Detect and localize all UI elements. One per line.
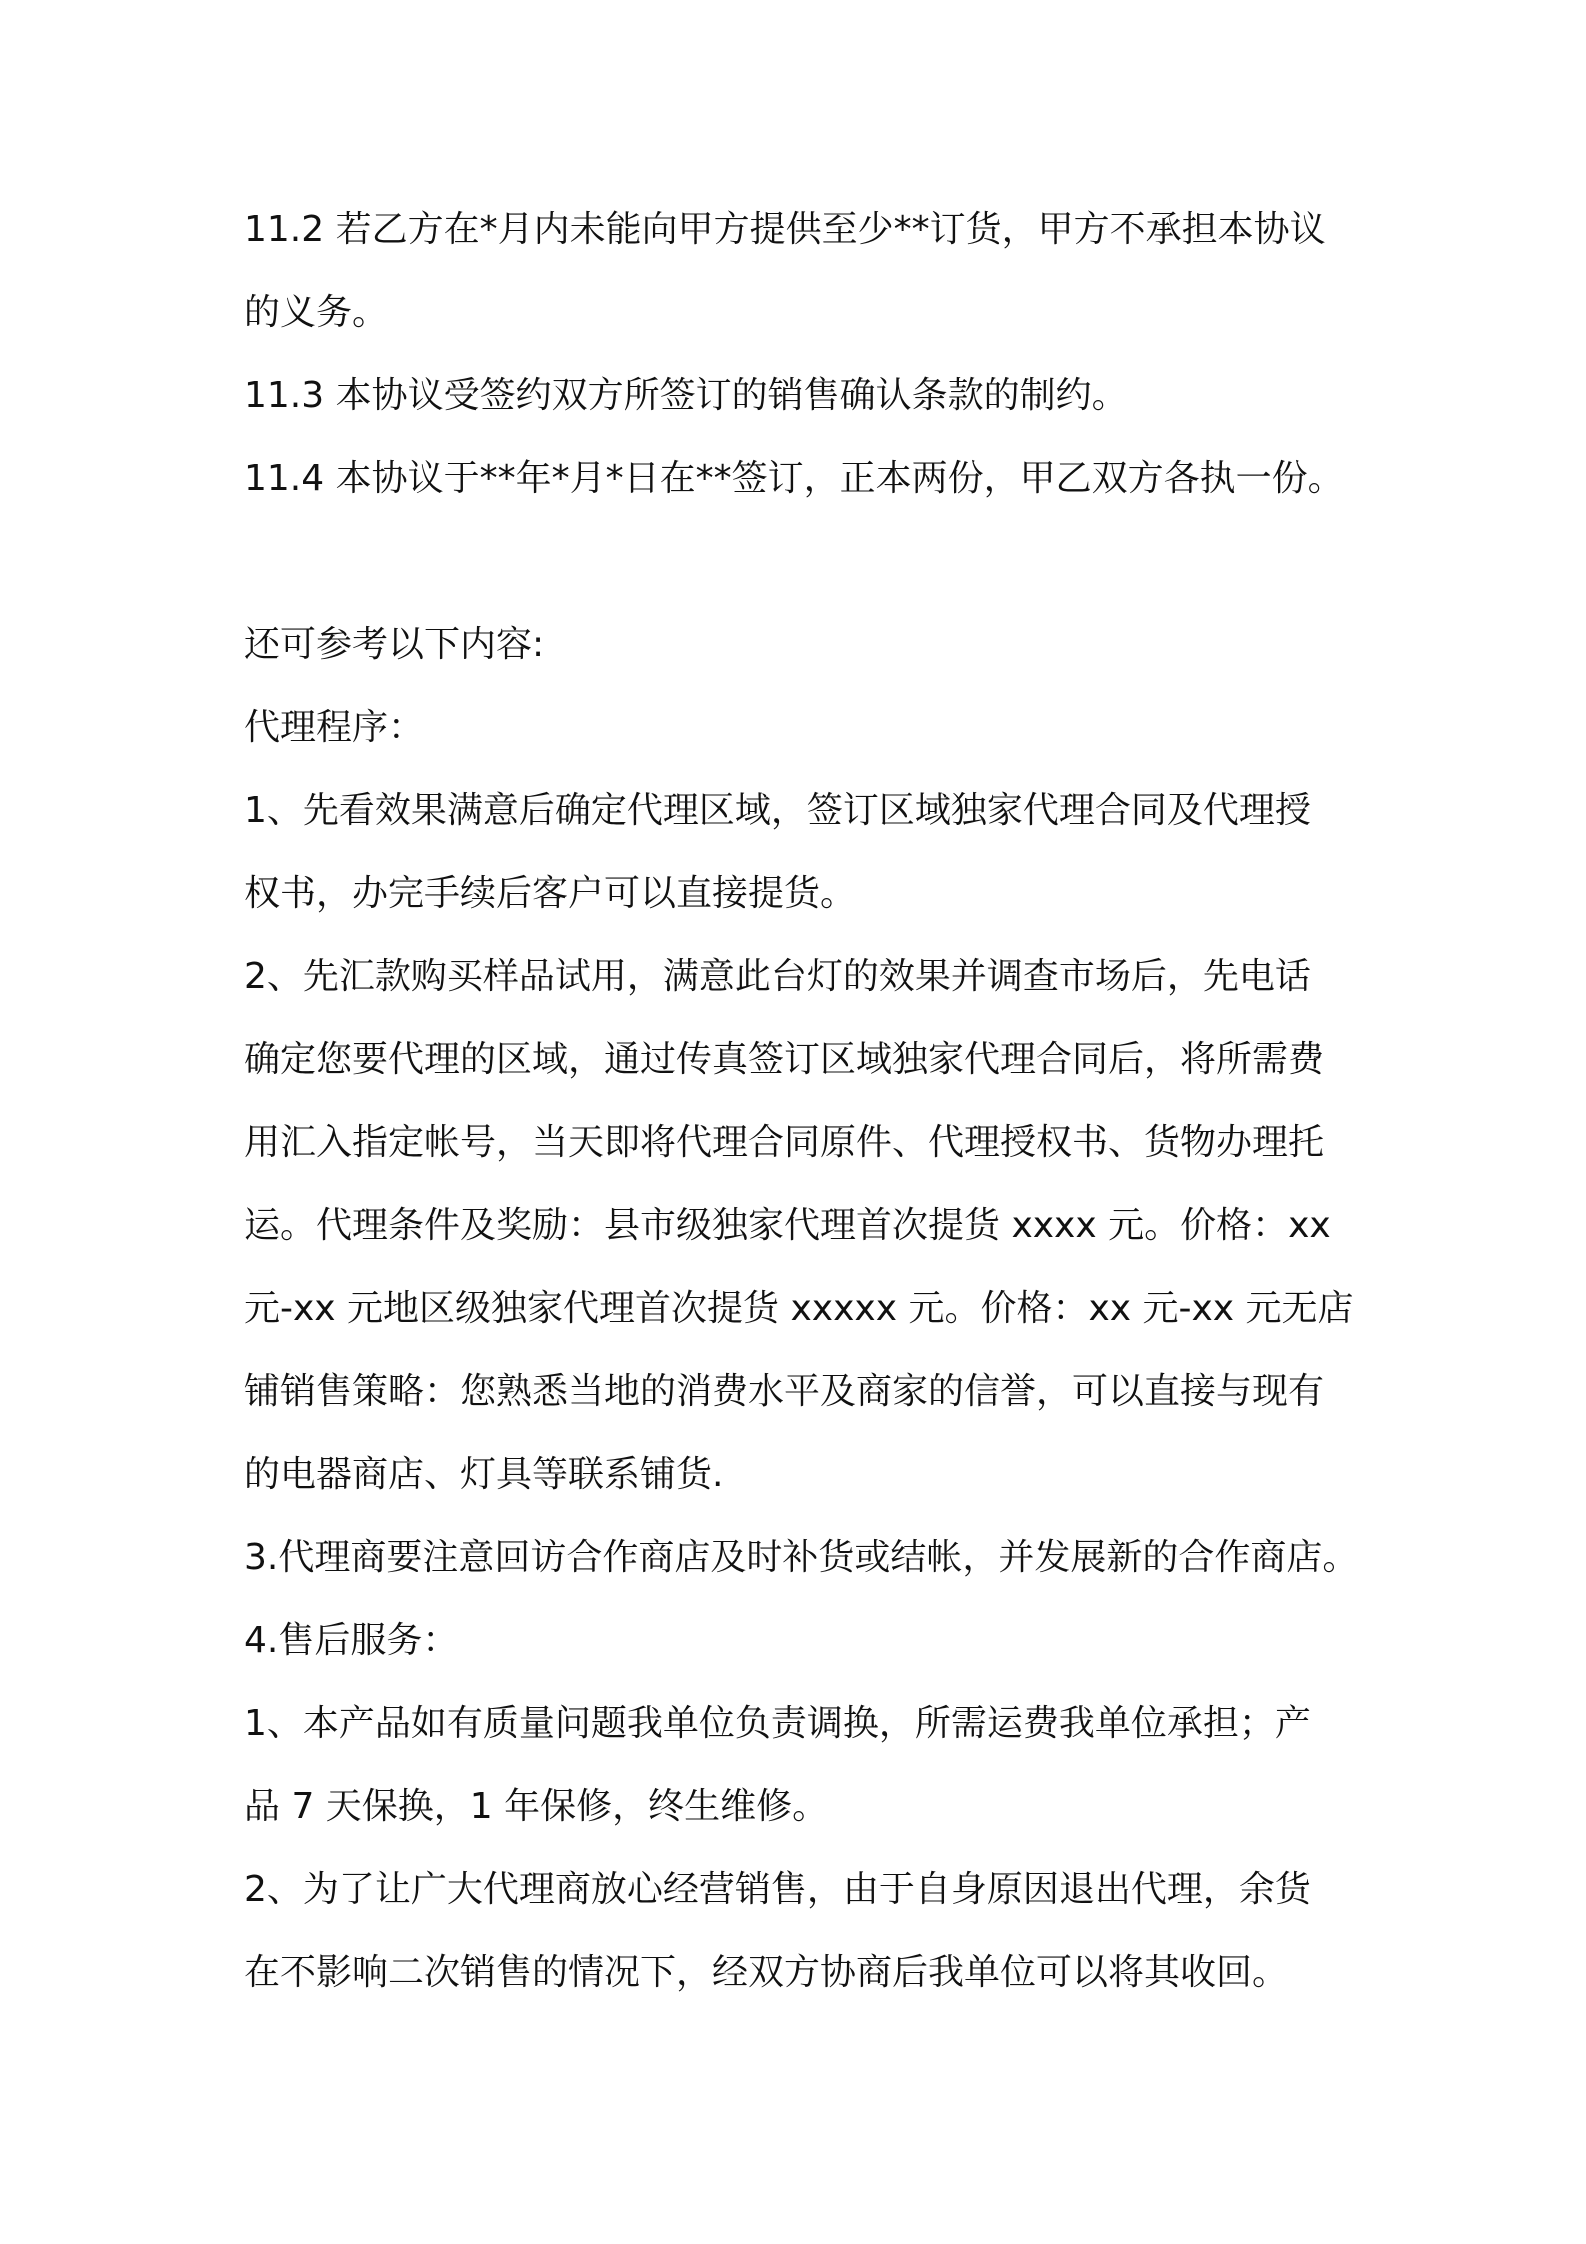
procedure-1-line-2: 权书，办完手续后客户可以直接提货。 [244,873,857,914]
procedure-2-line-6: 铺销售策略：您熟悉当地的消费水平及商家的信誉，可以直接与现有 [244,1371,1325,1412]
procedure-2-line-7: 的电器商店、灯具等联系铺货. [244,1454,724,1495]
procedure-2-line-3: 用汇入指定帐号，当天即将代理合同原件、代理授权书、货物办理托 [244,1122,1325,1163]
procedure-2-line-1: 2、先汇款购买样品试用，满意此台灯的效果并调查市场后，先电话 [244,956,1311,997]
clause-11-4: 11.4 本协议于**年*月*日在**签订，正本两份，甲乙双方各执一份。 [244,458,1344,499]
after-sales-2-line-1: 2、为了让广大代理商放心经营销售，由于自身原因退出代理，余货 [244,1869,1311,1910]
after-sales-1-line-2: 品 7 天保换，1 年保修，终生维修。 [244,1786,829,1827]
clause-11-3: 11.3 本协议受签约双方所签订的销售确认条款的制约。 [244,375,1128,416]
agency-procedure-heading: 代理程序： [244,707,425,748]
procedure-3: 3.代理商要注意回访合作商店及时补货或结帐，并发展新的合作商店。 [244,1537,1359,1578]
after-sales-1-line-1: 1、本产品如有质量问题我单位负责调换，所需运费我单位承担；产 [244,1703,1311,1744]
procedure-2-line-5: 元-xx 元地区级独家代理首次提货 xxxxx 元。价格：xx 元-xx 元无店 [244,1288,1354,1329]
after-sales-heading: 4.售后服务： [244,1620,459,1661]
procedure-1-line-1: 1、先看效果满意后确定代理区域，签订区域独家代理合同及代理授 [244,790,1311,831]
procedure-2-line-4: 运。代理条件及奖励：县市级独家代理首次提货 xxxx 元。价格：xx [244,1205,1331,1246]
reference-heading: 还可参考以下内容: [244,624,545,665]
procedure-2-line-2: 确定您要代理的区域，通过传真签订区域独家代理合同后，将所需费 [244,1039,1325,1080]
after-sales-2-line-2: 在不影响二次销售的情况下，经双方协商后我单位可以将其收回。 [244,1952,1289,1993]
clause-11-2-line-1: 11.2 若乙方在*月内未能向甲方提供至少**订货，甲方不承担本协议 [244,209,1326,250]
clause-11-2-line-2: 的义务。 [244,292,389,333]
